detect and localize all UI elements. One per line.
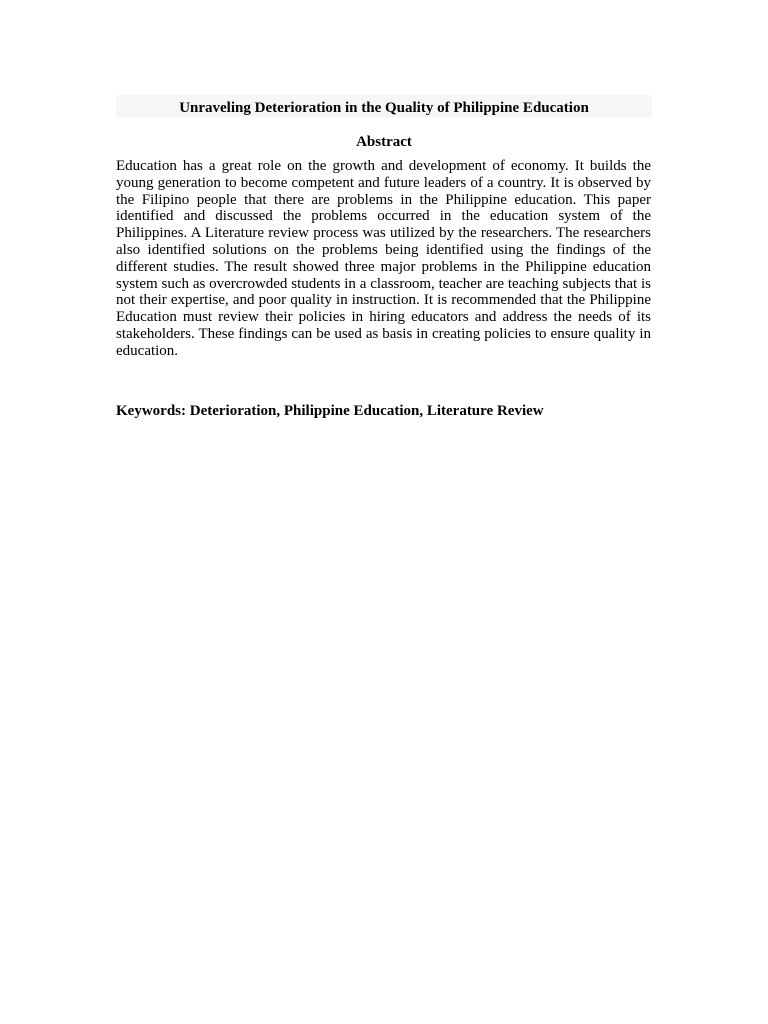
paper-title: Unraveling Deterioration in the Quality of Philippine Education	[179, 100, 589, 116]
abstract-paragraph: Education has a great role on the growth and development of economy. It builds the young generation to become competent and future leaders of a country. It is observed by the Filipino people that there are problems in the Philippine education. This paper identified and discussed the problems occurred in the education system of the Philippines. A Literature review process was utilized by the researchers. The researchers also identified solutions on the problems being identified using the findings of the different studies. The result showed three major problems in the Philippine education system such as overcrowded students in a classroom, teacher are teaching subjects that is not their expertise, and poor quality in instruction. It is recommended that the Philippine Education must review their policies in hiring educators and address the needs of its stakeholders. These findings can be used as basis in creating policies to ensure quality in education.	[116, 158, 651, 359]
keywords-line: Keywords: Deterioration, Philippine Education, Literature Review	[116, 403, 544, 419]
abstract-heading: Abstract	[356, 134, 412, 150]
